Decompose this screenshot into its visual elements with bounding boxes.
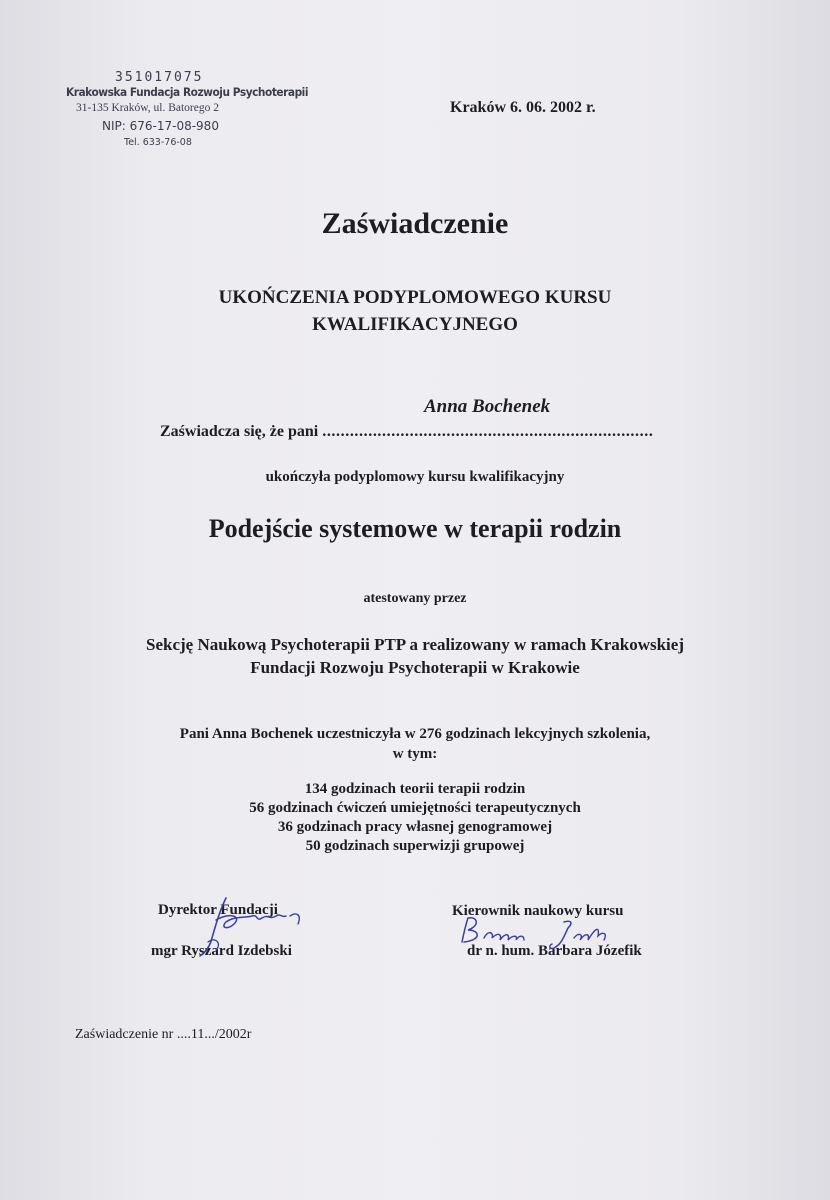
section-line: Fundacji Rozwoju Psychoterapii w Krakowie <box>250 658 580 677</box>
subtitle-line: KWALIFIKACYJNEGO <box>312 314 518 335</box>
attested-by: atestowany przez <box>363 591 467 606</box>
certify-prefix: Zaświadcza się, że pani <box>160 423 319 440</box>
certify-line <box>160 423 653 441</box>
scientific-head-signature <box>454 912 624 956</box>
completed-statement: ukończyła podyplomowy kursu kwalifikacyjny <box>265 469 565 485</box>
document-subtitle <box>0 284 830 338</box>
stamp-organization: Krakowska Fundacja Rozwoju Psychoterapii <box>66 85 309 99</box>
subtitle-line: UKOŃCZENIA PODYPLOMOWEGO KURSU <box>218 287 612 308</box>
stamp-number: 351017075 <box>115 70 204 85</box>
hours-summary-line: Pani Anna Bochenek uczestniczyła w 276 godzinach lekcyjnych szkolenia, <box>179 726 651 742</box>
stamp-address: 31-135 Kraków, ul. Batorego 2 <box>76 102 219 114</box>
director-title: Dyrektor Fundacji <box>158 902 278 918</box>
hours-breakdown <box>0 780 830 856</box>
certificate-number: Zaświadczenie nr ....11.../2002r <box>75 1027 252 1042</box>
scientific-head-title: Kierownik naukowy kursu <box>452 903 624 919</box>
participant-name: Anna Bochenek <box>424 396 551 417</box>
scientific-head-name: dr n. hum. Barbara Józefik <box>467 943 642 959</box>
stamp-nip: NIP: 676-17-08-980 <box>102 119 219 133</box>
hours-item: 50 godzinach superwizji grupowej <box>305 838 525 854</box>
course-name: Podejście systemowe w terapii rodzin <box>208 514 622 543</box>
hours-summary <box>0 724 830 764</box>
director-name: mgr Ryszard Izdebski <box>151 943 292 959</box>
director-signature <box>186 890 316 960</box>
hours-item: 56 godzinach ćwiczeń umiejętności terapeutycznych <box>249 800 581 816</box>
hours-summary-line: w tym: <box>392 746 438 762</box>
name-dotted-line: ........................................................................ <box>322 423 654 440</box>
document-title: Zaświadczenie <box>321 207 509 240</box>
place-date: Kraków 6. 06. 2002 r. <box>450 99 596 116</box>
attesting-section <box>0 633 830 679</box>
hours-item: 36 godzinach pracy własnej genogramowej <box>277 819 553 835</box>
hours-item: 134 godzinach teorii terapii rodzin <box>304 781 526 797</box>
section-line: Sekcję Naukową Psychoterapii PTP a realizowany w ramach Krakowskiej <box>146 635 684 654</box>
stamp-phone: Tel. 633-76-08 <box>124 137 192 148</box>
